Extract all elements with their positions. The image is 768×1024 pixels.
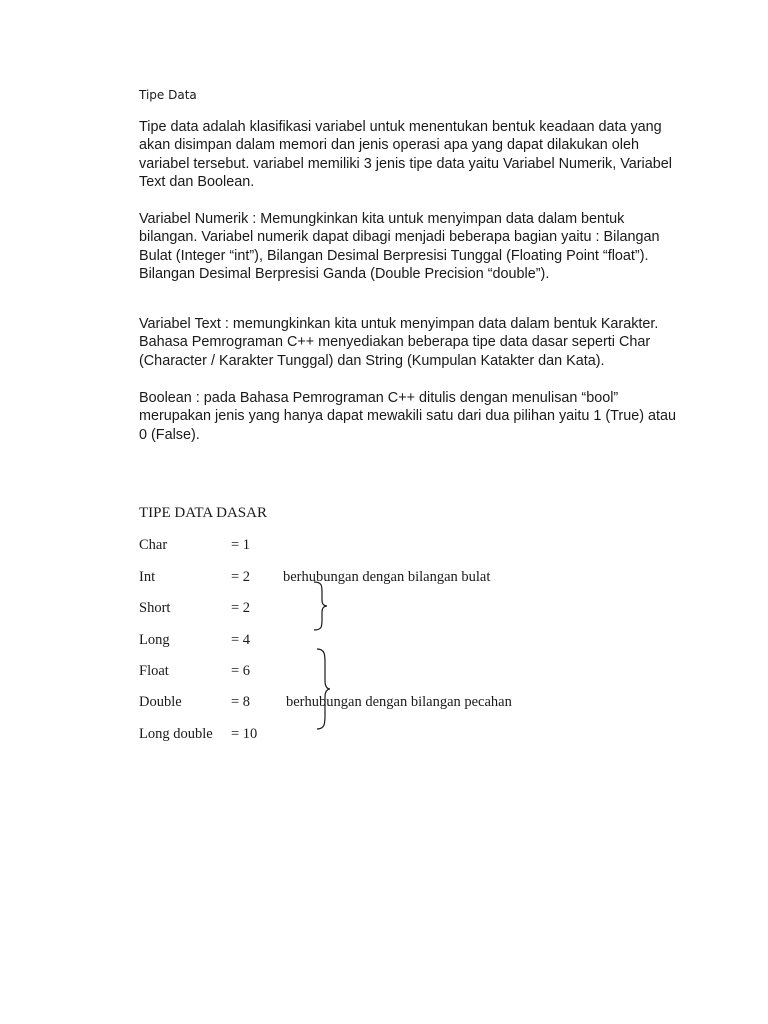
type-name: Short (139, 600, 171, 616)
brace-fraction-icon (311, 647, 331, 731)
type-size: = 1 (231, 537, 251, 553)
type-row-long-double (0, 726, 768, 746)
type-row-float (0, 663, 768, 683)
paragraph-boolean: Boolean : pada Bahasa Pemrograman C++ ditulis dengan menulisan “bool” merupakan jenis yang hanya dapat mewakili satu dari dua pilihan yaitu 1 (True) atau 0 (False). (139, 390, 677, 443)
type-row-long (0, 632, 768, 652)
note-integer: berhubungan dengan bilangan bulat (283, 569, 491, 585)
type-row-char (0, 537, 768, 557)
note-fraction: berhubungan dengan bilangan pecahan (286, 694, 512, 710)
paragraph-text: Variabel Text : memungkinkan kita untuk menyimpan data dalam bentuk Karakter. Bahasa Pemrograman C++ menyediakan beberapa tipe data dasar seperti Char (Character / Karakter Tunggal) dan String (Kumpulan Katakter dan Kata). (139, 316, 659, 369)
type-name: Float (139, 663, 169, 679)
type-size: = 4 (231, 632, 251, 648)
type-size: = 6 (231, 663, 251, 679)
type-name: Char (139, 537, 168, 553)
type-size: = 8 (231, 694, 251, 710)
paragraph-definition: Tipe data adalah klasifikasi variabel untuk menentukan bentuk keadaan data yang akan disimpan dalam memori dan jenis operasi apa yang dapat dilakukan oleh variabel tersebut. variabel memiliki 3 jenis tipe data yaitu Variabel Numerik, Variabel Text dan Boolean. (139, 119, 672, 190)
document-heading: Tipe Data (139, 88, 197, 102)
type-name: Long double (139, 726, 213, 742)
type-name: Double (139, 694, 182, 710)
type-size: = 10 (231, 726, 258, 742)
type-name: Int (139, 569, 156, 585)
section-title: TIPE DATA DASAR (139, 505, 267, 521)
brace-integer-icon (308, 580, 328, 632)
paragraph-numeric: Variabel Numerik : Memungkinkan kita untuk menyimpan data dalam bentuk bilangan. Variabel numerik dapat dibagi menjadi beberapa bagian yaitu : Bilangan Bulat (Integer “int”), Bilangan Desimal Berpresisi Tunggal (Floating Point “float”). Bilangan Desimal Berpresisi Ganda (Double Precision “double”). (139, 211, 660, 282)
type-size: = 2 (231, 569, 251, 585)
type-size: = 2 (231, 600, 251, 616)
type-name: Long (139, 632, 170, 648)
type-row-short (0, 600, 768, 620)
